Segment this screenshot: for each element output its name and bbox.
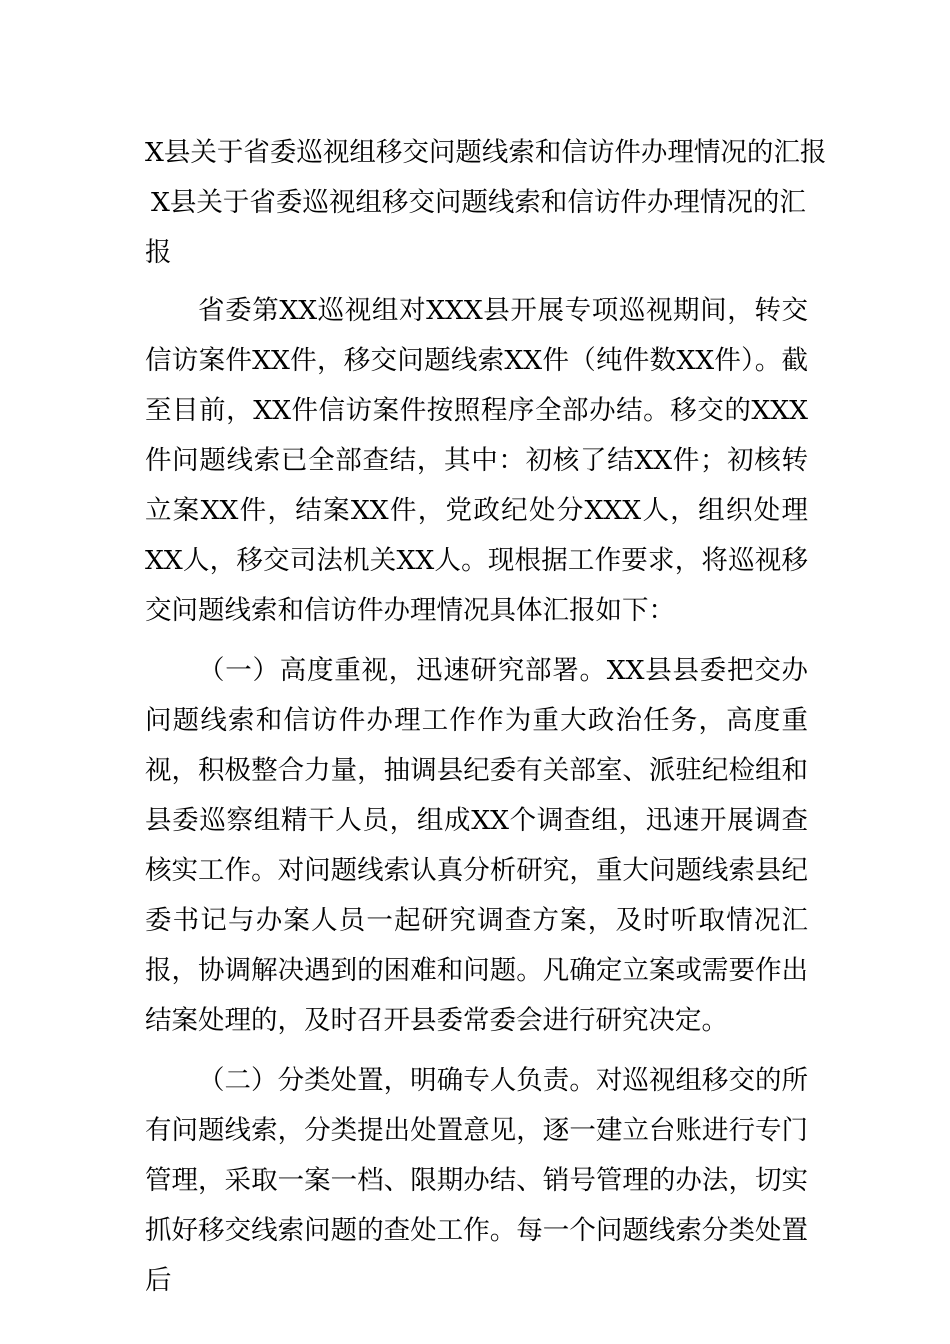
document-title-line: X县关于省委巡视组移交问题线索和信访件办理情况的汇报 <box>145 137 827 168</box>
body-paragraph-section-2: （二）分类处置，明确专人负责。对巡视组移交的所有问题线索，分类提出处置意见，逐一建立台账进行专门管理，采取一案一档、限期办结、销号管理的办法，切实抓好移交线索问题的查处工作。每一个问题线索分类处置后 <box>145 1065 808 1296</box>
document-title-heading: X县关于省委巡视组移交问题线索和信访件办理情况的汇报 <box>145 187 806 268</box>
document-page <box>145 128 827 1306</box>
body-paragraph-intro: 省委第XX巡视组对XXX县开展专项巡视期间，转交信访案件XX件，移交问题线索XX件（纯件数XX件）。截至目前，XX件信访案件按照程序全部办结。移交的XXX件问题线索已全部查结，其中：初核了结XX件；初核转立案XX件，结案XX件，党政纪处分XXX人，组织处理XX人，移交司法机关XX人。现根据工作要求，将巡视移交问题线索和信访件办理情况具体汇报如下： <box>145 295 808 626</box>
body-paragraph-section-1: （一）高度重视，迅速研究部署。XX县县委把交办问题线索和信访件办理工作作为重大政治任务，高度重视，积极整合力量，抽调县纪委有关部室、派驻纪检组和县委巡察组精干人员，组成XX个调查组，迅速开展调查核实工作。对问题线索认真分析研究，重大问题线索县纪委书记与办案人员一起研究调查方案，及时听取情况汇报，协调解决遇到的困难和问题。凡确定立案或需要作出结案处理的，及时召开县委常委会进行研究决定。 <box>145 655 808 1036</box>
